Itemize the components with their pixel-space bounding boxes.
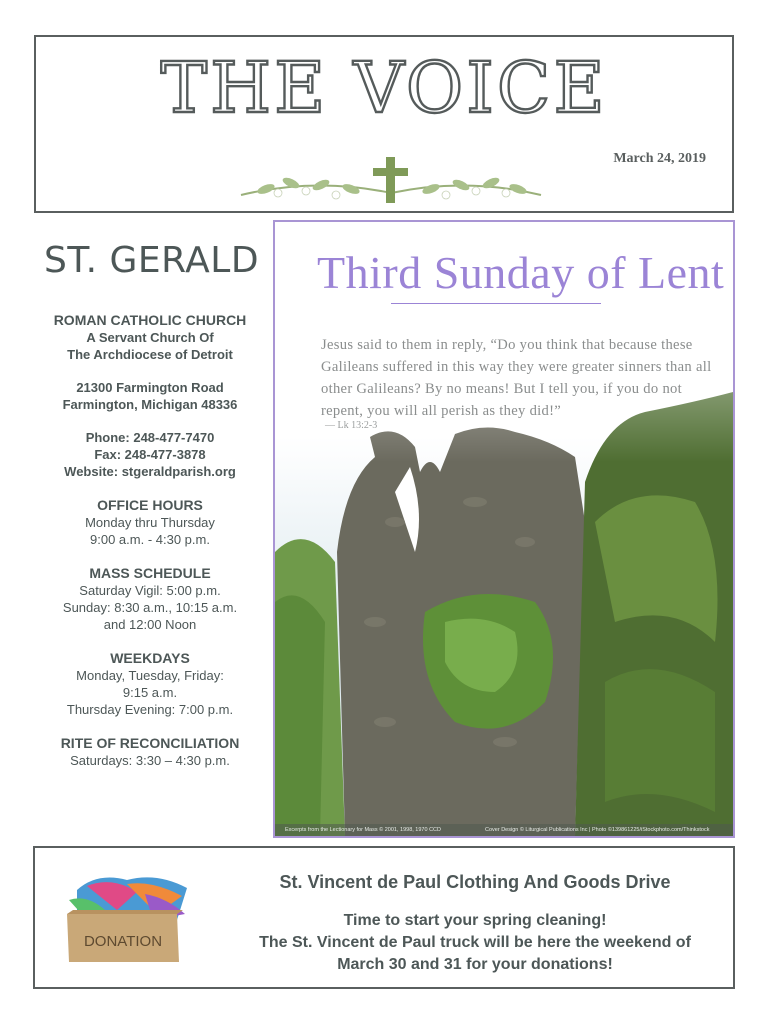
servant-line: A Servant Church Of [86,330,214,345]
photo-credit-bar [275,824,733,836]
donation-label: DONATION [83,933,163,950]
weekday-days: Monday, Tuesday, Friday: [76,668,224,683]
lectionary-credit: Excerpts from the Lectionary for Mass © 2001, 1998, 1970 CCD [285,827,441,833]
gospel-quote: Jesus said to them in reply, “Do you think that because these Galileans suffered in this way they were greater sinners than all other Galileans? By no means! But I tell you, if you do not repent, you will all perish as they did!” [321,337,712,419]
reconciliation-time: Saturdays: 3:30 – 4:30 p.m. [70,753,230,768]
tower-ruins-photo [275,222,733,836]
bulletin-cover [273,220,735,838]
drive-line-1: Time to start your spring cleaning! [343,912,607,929]
noon-mass: and 12:00 Noon [103,617,197,632]
parish-contact [30,429,270,480]
clothing-drive-notice [33,846,735,989]
reconciliation-heading: RITE OF RECONCILIATION [60,735,240,751]
issue-date: March 24, 2019 [613,151,706,166]
cross-garland-icon [236,155,546,213]
weekday-time: 9:15 a.m. [122,685,178,700]
weekdays-heading: WEEKDAYS [110,650,190,666]
cover-title: Third Sunday of Lent [317,247,725,298]
saturday-vigil: Saturday Vigil: 5:00 p.m. [79,583,221,598]
drive-line-3: March 30 and 31 for your donations! [337,956,613,973]
address-city: Farmington, Michigan 48336 [62,397,238,412]
mass-schedule-heading: MASS SCHEDULE [89,565,211,581]
mass-schedule [30,564,270,633]
website: Website: stgeraldparish.org [64,464,236,479]
fax-number: Fax: 248-477-3878 [94,447,206,462]
archdiocese: The Archdiocese of Detroit [67,347,233,362]
masthead [34,35,734,213]
parish-identity [30,311,270,363]
donation-box-icon [57,870,197,966]
drive-details [225,910,725,976]
title-divider [391,303,601,304]
office-hours-days: Monday thru Thursday [85,515,215,530]
weekday-masses [30,649,270,718]
parish-address [30,379,270,413]
address-street: 21300 Farmington Road [76,380,224,395]
design-credit: Cover Design © Liturgical Publications Inc | Photo ©139861225/iStockphoto.com/Thinkstock [485,827,710,833]
drive-title: St. Vincent de Paul Clothing And Goods Drive [279,872,671,892]
thursday-evening: Thursday Evening: 7:00 p.m. [66,702,234,717]
drive-line-2: The St. Vincent de Paul truck will be here the weekend of [259,934,691,951]
sunday-masses: Sunday: 8:30 a.m., 10:15 a.m. [62,600,238,615]
parish-name: ST. GERALD [44,240,260,281]
office-hours [30,496,270,548]
church-type: ROMAN CATHOLIC CHURCH [53,312,247,328]
reconciliation [30,734,270,769]
newsletter-title: THE VOICE [160,47,608,129]
gospel-citation: — Lk 13:2-3 [325,420,378,431]
office-hours-heading: OFFICE HOURS [97,497,203,513]
parish-info-sidebar [30,240,270,785]
phone-number: Phone: 248-477-7470 [85,430,215,445]
office-hours-times: 9:00 a.m. - 4:30 p.m. [90,532,210,547]
